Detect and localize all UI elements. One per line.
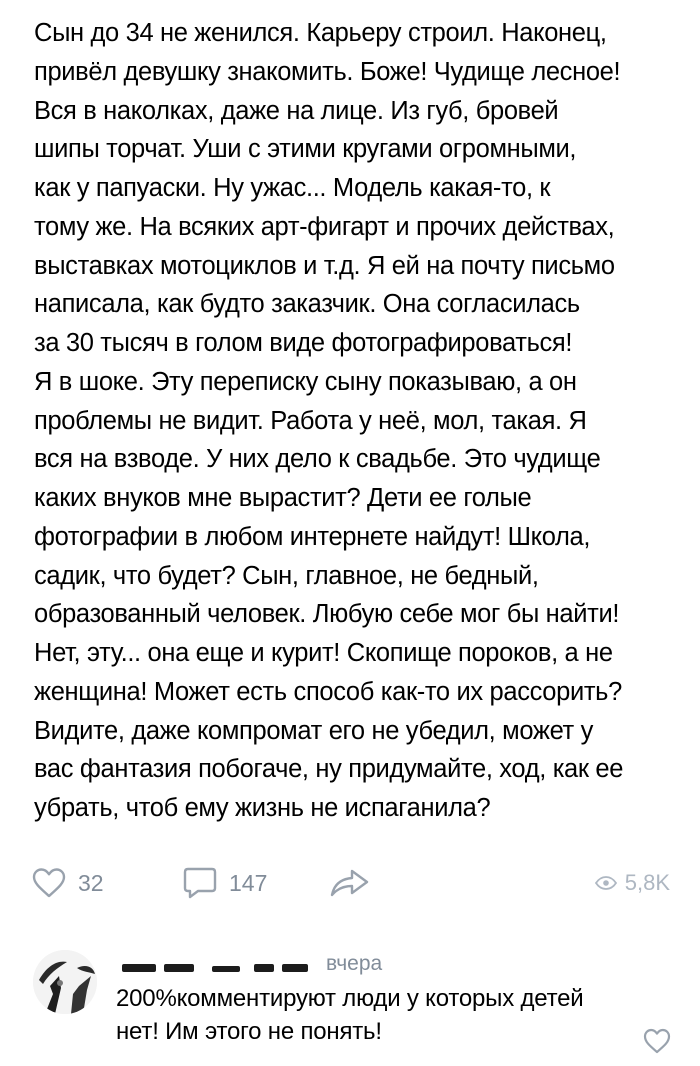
post-text-line: шипы торчат. Уши с этими кругами огромными, xyxy=(34,135,577,164)
share-arrow-icon xyxy=(330,868,370,898)
post-text-line: Нет, эту... она еще и курит! Скопище пороков, а не xyxy=(34,639,613,667)
views-counter xyxy=(595,858,670,908)
avatar[interactable] xyxy=(33,950,97,1014)
heart-icon xyxy=(643,1028,671,1054)
post-text-line: женщина! Может есть способ как-то их рассорить? xyxy=(34,677,622,706)
post-action-bar xyxy=(0,858,700,908)
author-name-redacted xyxy=(116,964,312,976)
heart-icon xyxy=(32,868,66,898)
post-text-line: вся на взводе. У них дело к свадьбе. Это чудище xyxy=(34,445,601,474)
comments-button[interactable] xyxy=(183,858,267,908)
post-text-line: садик, что будет? Сын, главное, не бедный, xyxy=(34,561,539,590)
post-text-line: за 30 тысяч в голом виде фотографироваться! xyxy=(34,329,573,357)
comment-bubble-icon xyxy=(183,866,217,900)
views-count: 5,8K xyxy=(624,870,670,895)
post-text-line: фотографии в любом интернете найдут! Школа, xyxy=(34,522,591,551)
share-button[interactable] xyxy=(330,858,370,908)
like-button[interactable] xyxy=(32,858,104,908)
post-text-line: Видите, даже компромат его не убедил, может у xyxy=(34,716,594,745)
post-text-line: Я в шоке. Эту переписку сыну показываю, а он xyxy=(34,367,577,396)
post-text-line: убрать, чтоб ему жизнь не испаганила? xyxy=(34,794,491,822)
post-text-line: каких внуков мне вырастит? Дети ее голые xyxy=(34,484,532,512)
comment-item xyxy=(0,938,700,1066)
eye-icon xyxy=(595,876,617,890)
comment-text xyxy=(116,982,636,1048)
post-text-line: проблемы не видит. Работа у неё, мол, такая. Я xyxy=(34,406,587,435)
comment-date: вчера xyxy=(326,952,383,975)
post-text-line: Сын до 34 не женился. Карьеру строил. Наконец, xyxy=(34,19,607,47)
post-text-line: как у папуаски. Ну ужас... Модель какая-то, к xyxy=(34,174,551,202)
post-text-line: привёл девушку знакомить. Боже! Чудище лесное! xyxy=(34,57,621,86)
post-text-line: написала, как будто заказчик. Она согласилась xyxy=(34,290,580,319)
post-text-line: вас фантазия побогаче, ну придумайте, ход, как ее xyxy=(34,755,624,784)
likes-count: 32 xyxy=(78,869,104,896)
post-text-line: Вся в наколках, даже на лице. Из губ, бровей xyxy=(34,96,559,125)
comment-text-line: 200%комментируют люди у которых детей xyxy=(116,985,584,1012)
post-text-line: образованный человек. Любую себе мог бы найти! xyxy=(34,600,620,629)
post-text xyxy=(34,14,684,828)
post-text-line: тому же. На всяких арт-фигарт и прочих действах, xyxy=(34,212,615,241)
post-text-line: выставках мотоциклов и т.д. Я ей на почту письмо xyxy=(34,251,615,280)
comment-text-line: нет! Им этого не понять! xyxy=(116,1018,382,1045)
comment-like-button[interactable] xyxy=(643,1028,671,1054)
comments-count: 147 xyxy=(229,869,268,896)
avatar-image xyxy=(33,950,97,1014)
